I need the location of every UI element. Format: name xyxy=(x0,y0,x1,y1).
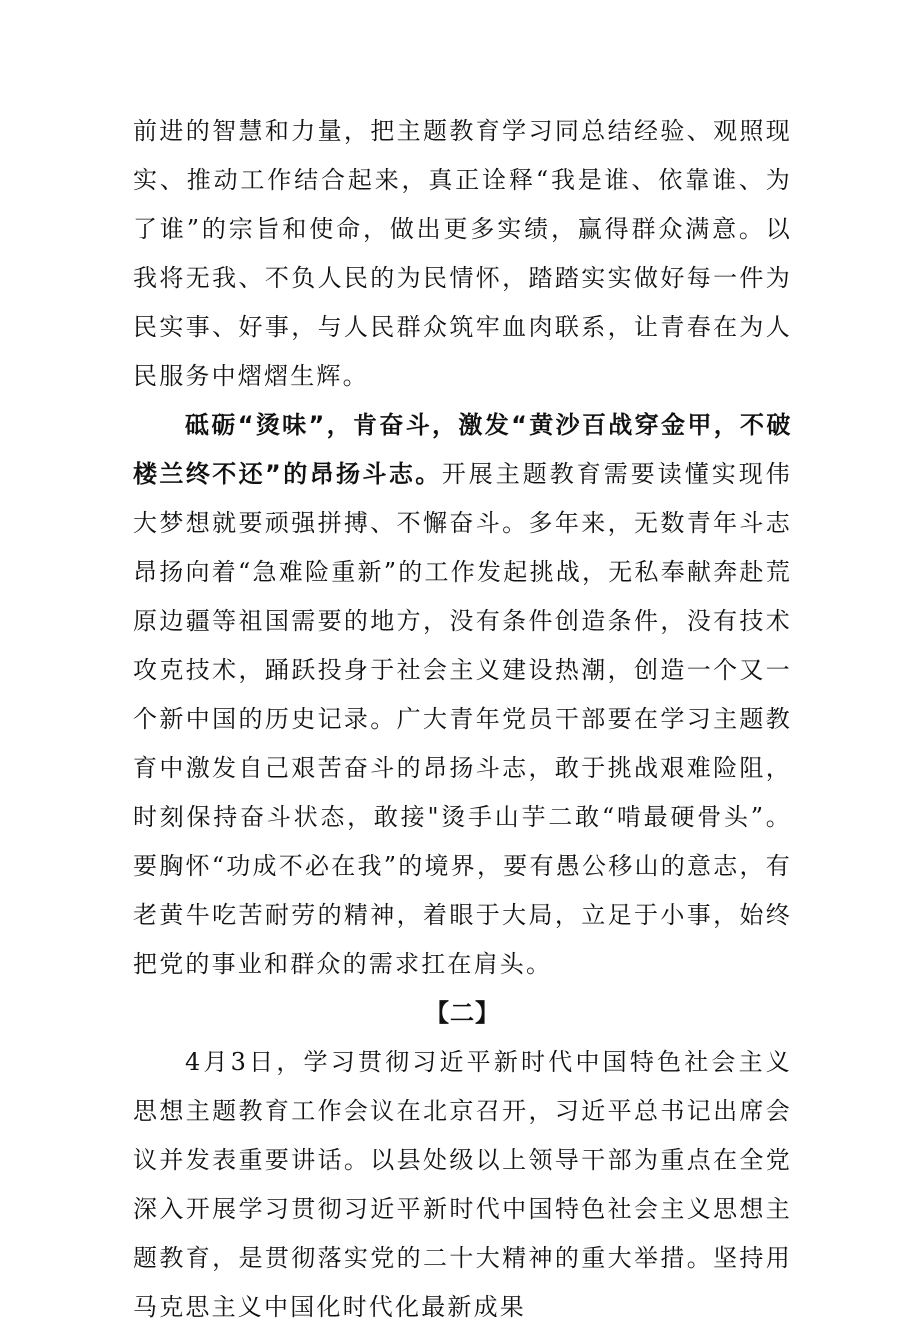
paragraph-body-text: 开展主题教育需要读懂实现伟大梦想就要顽强拼搏、不懈奋斗。多年来，无数青年斗志昂扬向着“急难险重新”的工作发起挑战，无私奉献奔赴荒原边疆等祖国需要的地方，没有条件创造条件，没有技术攻克技术，踊跃投身于社会主义建设热潮，创造一个又一个新中国的历史记录。广大青年党员干部要在学习主题教育中激发自己艰苦奋斗的昂扬斗志，敢于挑战艰难险阻，时刻保持奋斗状态，敢接"烫手山芋二敢“啃最硬骨头”。要胸怀“功成不必在我”的境界，要有愚公移山的意志，有老黄牛吃苦耐劳的精神，着眼于大局，立足于小事，始终把党的事业和群众的需求扛在肩头。 xyxy=(133,460,792,978)
paragraph-struggle xyxy=(133,401,792,989)
paragraph-continuation: 前进的智慧和力量，把主题教育学习同总结经验、观照现实、推动工作结合起来，真正诠释“我是谁、依靠谁、为了谁”的宗旨和使命，做出更多实绩，赢得群众满意。以我将无我、不负人民的为民情怀，踏踏实实做好每一件为民实事、好事，与人民群众筑牢血肉联系，让青春在为人民服务中熠熠生辉。 xyxy=(133,117,792,390)
section-heading: 【二】 xyxy=(425,999,500,1027)
paragraph-meeting: 4月3日，学习贯彻习近平新时代中国特色社会主义思想主题教育工作会议在北京召开，习近平总书记出席会议并发表重要讲话。以县处级以上领导干部为重点在全党深入开展学习贯彻习近平新时代中国特色社会主义思想主题教育，是贯彻落实党的二十大精神的重大举措。坚持用马克思主义中国化时代化最新成果 xyxy=(133,1048,792,1321)
paragraph-lead-sentence: 砥砺“烫味”，肯奋斗，激发“黄沙百战穿金甲，不破楼兰终不还”的昂扬斗志。 xyxy=(133,411,792,488)
document-body xyxy=(133,107,792,1332)
